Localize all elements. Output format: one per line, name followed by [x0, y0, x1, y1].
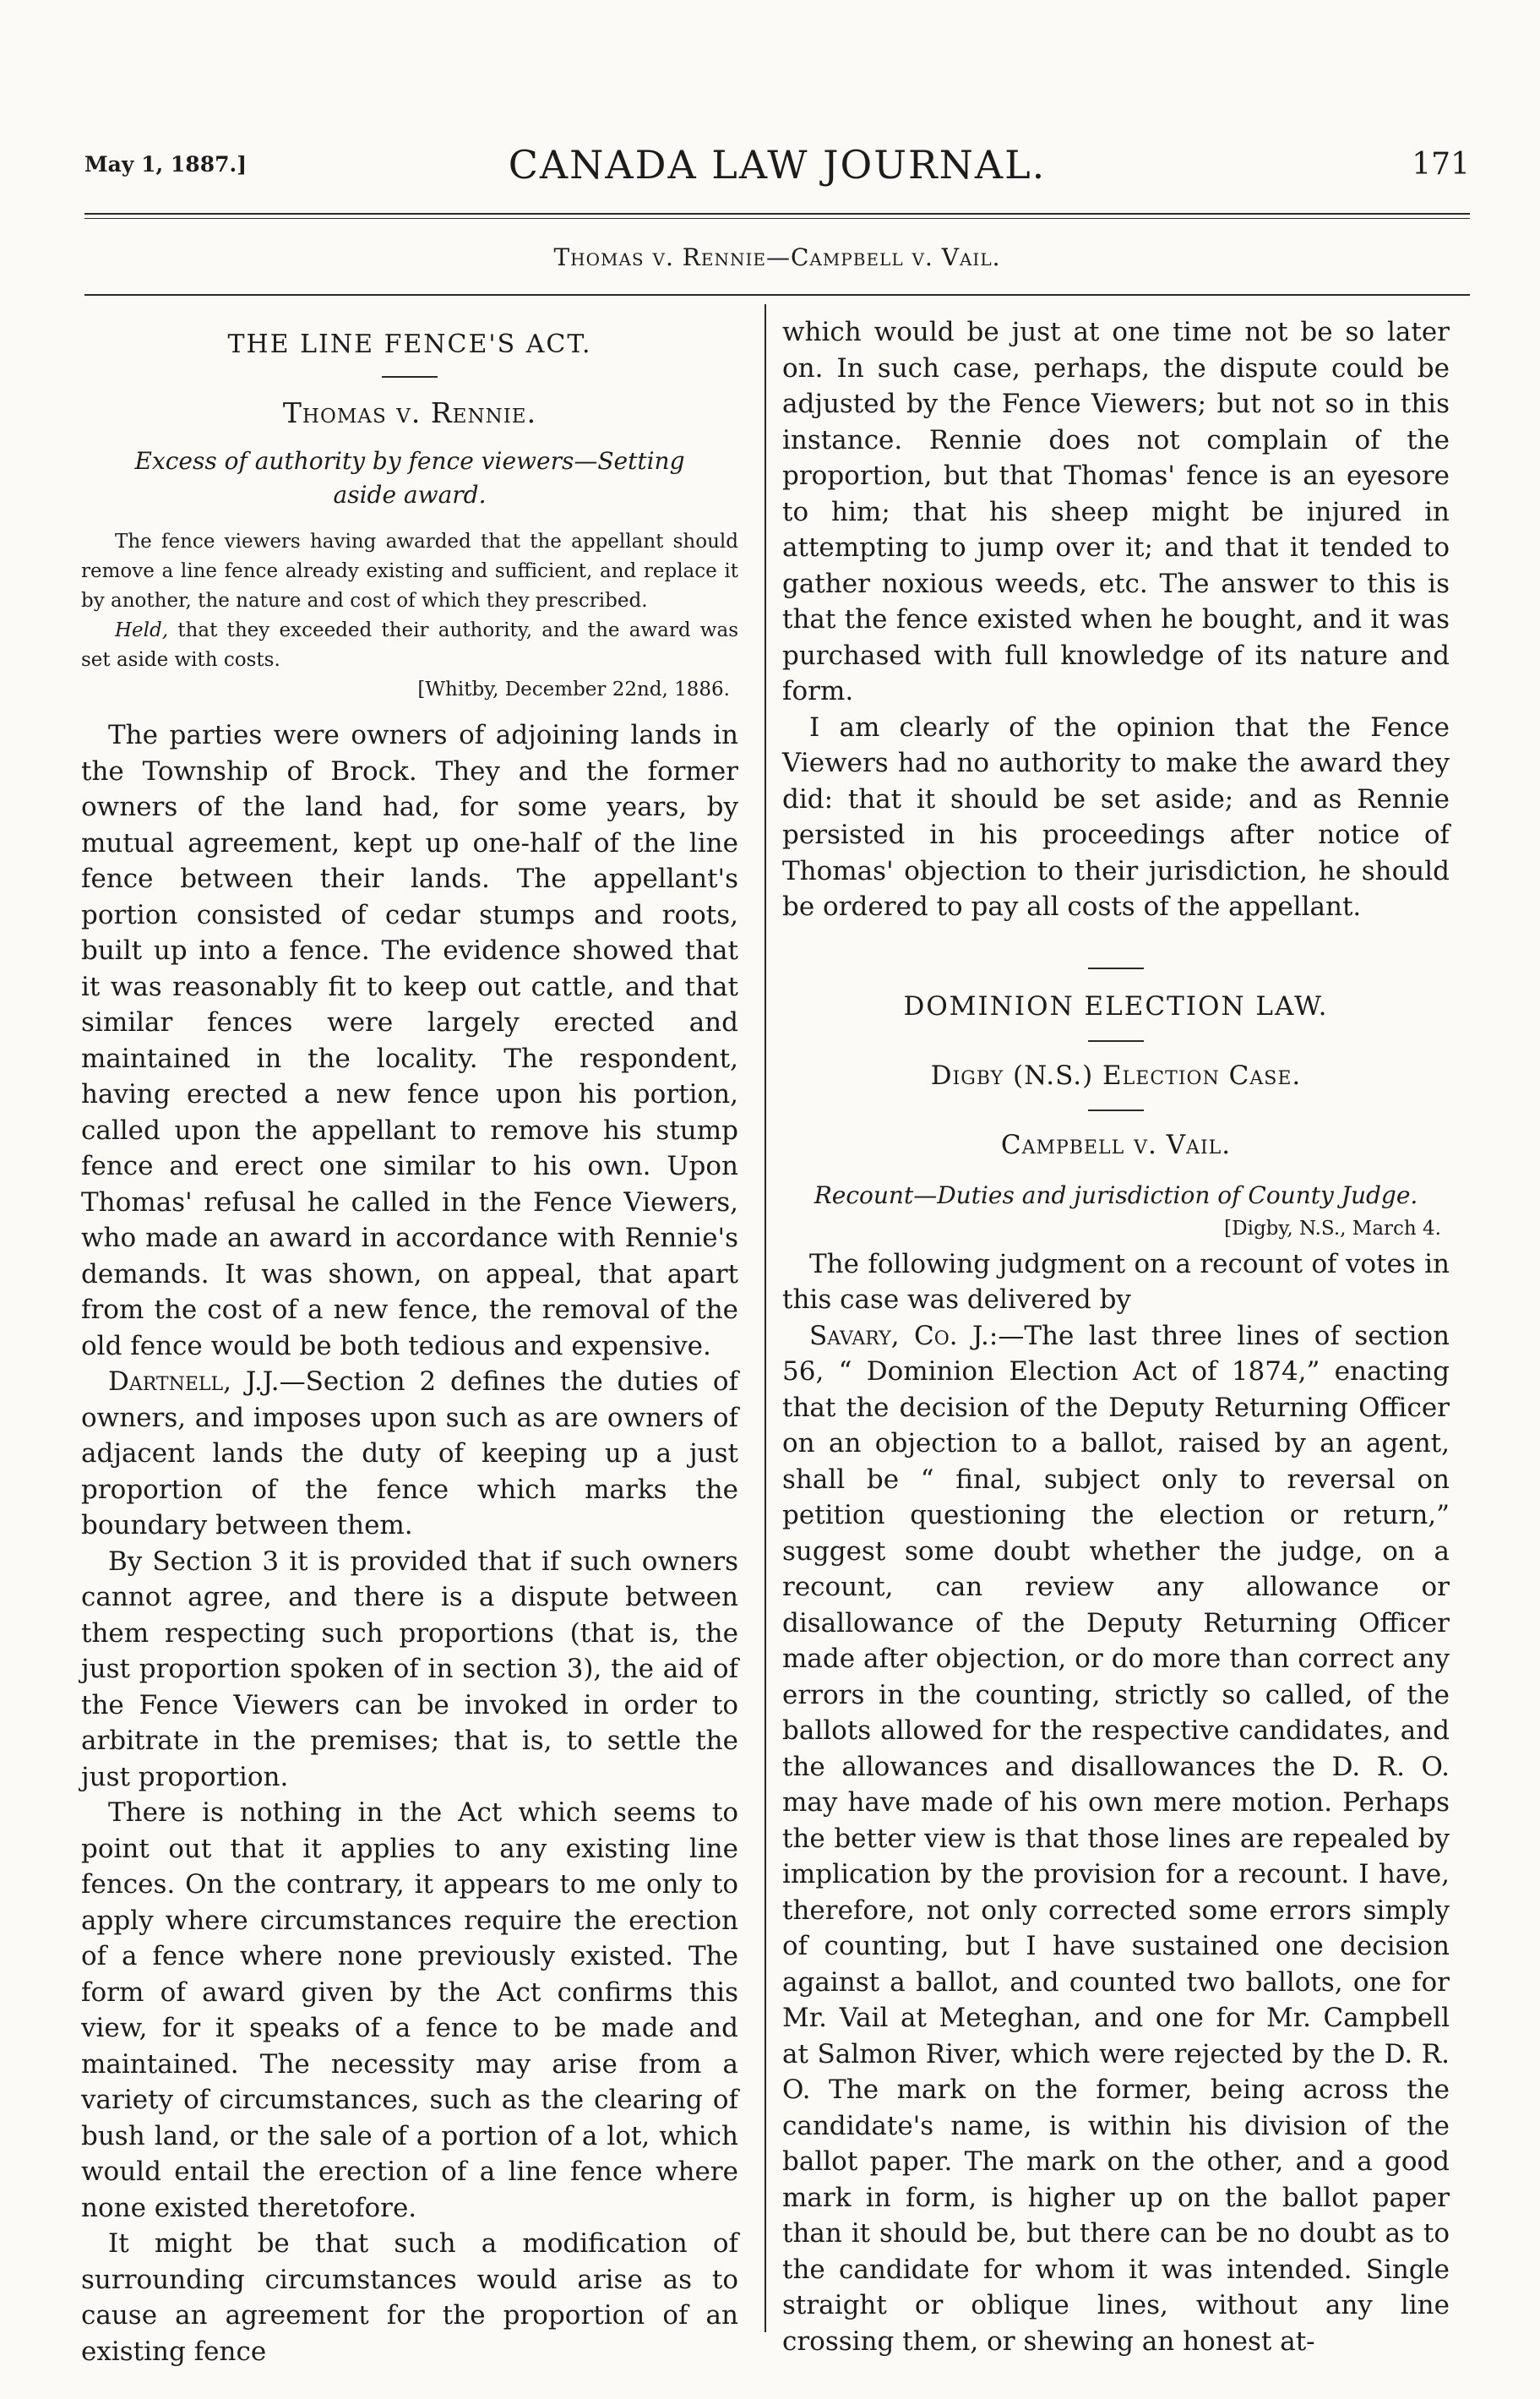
case-rule — [1088, 1110, 1144, 1111]
head-note-recount: Recount—Duties and jurisdiction of County Judge. — [814, 1180, 1418, 1209]
held-text: that they exceeded their authority, and the award was set aside with costs. — [81, 619, 738, 671]
paragraph-judgment-2: By Section 3 it is provided that if such owners cannot agree, and there is a dispute between them respecting such proportions (that is, the just proportion spoken of in section 3), the aid of the Fence Viewers can be invoked in order to arbitrate in the premises; that is, to settle the just proportion. — [81, 1546, 738, 1792]
running-head — [84, 142, 1470, 193]
page-number: 171 — [1412, 147, 1470, 182]
judge-name: Dartnell, J.J. — [108, 1366, 280, 1397]
paragraph-judgment-4: It might be that such a modification of surrounding circumstances would arise as to cause an agreement for the proportion of an existing fence — [81, 2228, 738, 2367]
court-date: [Whitby, December 22nd, 1886. — [417, 679, 730, 701]
issue-date: May 1, 1887.] — [84, 152, 248, 177]
election-case-title: Digby (N.S.) Election Case. — [930, 1060, 1302, 1091]
subsection-rule — [1088, 1040, 1144, 1042]
spacer — [782, 925, 1450, 968]
header-rule-thin — [84, 218, 1470, 219]
head-note: Excess of authority by fence viewers—Setting aside award. — [134, 447, 685, 509]
court-date-digby: [Digby, N.S., March 4. — [1224, 1217, 1441, 1240]
paragraph-intro: The following judgment on a recount of votes in this case was delivered by — [782, 1248, 1450, 1315]
paragraph-savary — [782, 1318, 1450, 2360]
judgment-text: —Section 2 defines the duties of owners, and imposes upon such as are owners of adjacent lands the duty of keeping up a just proportion of the fence which marks the boundary between them. — [81, 1366, 738, 1540]
journal-title: CANADA LAW JOURNAL. — [508, 142, 1047, 188]
case-heading: Thomas v. Rennie—Campbell v. Vail. — [553, 243, 1001, 271]
syllabus-held — [81, 616, 738, 675]
section-title-election-law: DOMINION ELECTION LAW. — [903, 990, 1329, 1022]
section-rule-right — [1088, 968, 1144, 969]
column-divider — [765, 304, 766, 2332]
savary-text: :—The last three lines of section 56, “ Dominion Election Act of 1874,” enacting that the decision of the Deputy Returning Officer on an objection to a ballot, raised by an agent, shall be “ final, subject only to reversal on petition questioning the election or return,” suggest some doubt whether the judge, on a recount, can review any allowance or disallowance of the Deputy Returning Officer made after objection, or do more than correct any errors in the counting, strictly so called, of the ballots allowed for the respective candidates, and the allowances and disallowances the D. R. O. may have made of his own mere motion. Perhaps the better view is that those lines are repealed by implication by the provision for a recount. I have, therefore, not only corrected some errors simply of counting, but I have sustained one decision against a ballot, and counted two ballots, one for Mr. Vail at Meteghan, and one for Mr. Campbell at Salmon River, which were rejected by the D. R. O. The mark on the former, being across the candidate's name, is within his division of the ballot paper. The mark on the other, and a good mark in form, is higher up on the ballot paper than it should be, but there can be no doubt as to the candidate for whom it was intended. Single straight or oblique lines, without any line crossing them, or shewing an honest at- — [782, 1320, 1450, 2357]
judge-name-savary: Savary, Co. J. — [809, 1320, 989, 1351]
syllabus-facts: The fence viewers having awarded that the appellant should remove a line fence already existing and sufficient, and replace it by another, the nature and cost of which they prescribed. — [81, 531, 738, 612]
right-column — [782, 314, 1450, 2359]
section-rule — [382, 376, 438, 378]
held-label: Held, — [115, 619, 169, 641]
left-column — [81, 314, 738, 2369]
case-heading-rule — [84, 294, 1470, 296]
paragraph-facts: The parties were owners of adjoining lands in the Township of Brock. They and the former owners of the land had, for some years, by mutual agreement, kept up one-half of the line fence between their lands. The appellant's portion consisted of cedar stumps and roots, built up into a fence. The evidence showed that it was reasonably fit to keep out cattle, and that similar fences were largely erected and maintained in the locality. The respondent, having erected a new fence upon his portion, called upon the appellant to remove his stump fence and erect one similar to his own. Upon Thomas' refusal he called in the Fence Viewers, who made an award in accordance with Rennie's demands. It was shown, on appeal, that apart from the cost of a new fence, the removal of the old fence would be both tedious and expensive. — [81, 720, 738, 1361]
paragraph-judgment-3: There is nothing in the Act which seems to point out that it applies to any existing line fences. On the contrary, it appears to me only to apply where circumstances require the erection of a fence where none previously existed. The form of award given by the Act confirms this view, for it speaks of a fence to be made and maintained. The necessity may arise from a variety of circumstances, such as the clearing of bush land, or the sale of a portion of a lot, which would entail the erection of a line fence where none existed theretofore. — [81, 1797, 738, 2223]
paragraph-conclusion: I am clearly of the opinion that the Fence Viewers had no authority to make the award they did: that it should be set aside; and as Rennie persisted in his proceedings after notice of Thomas' objection to their jurisdiction, he should be ordered to pay all costs of the appellant. — [782, 712, 1450, 922]
paragraph-continued: which would be just at one time not be so later on. In such case, perhaps, the dispute could be adjusted by the Fence Viewers; but not so in this instance. Rennie does not complain of the proportion, but that Thomas' fence is an eyesore to him; that his sheep might be injured in attempting to jump over it; and that it tended to gather noxious weeds, etc. The answer to this is that the fence existed when he bought, and it was purchased with full knowledge of its nature and form. — [782, 317, 1450, 706]
case-title-thomas-rennie: Thomas v. Rennie. — [282, 396, 537, 429]
paragraph-judgment-1 — [81, 1364, 738, 1544]
case-title-campbell-vail: Campbell v. Vail. — [1000, 1129, 1232, 1160]
section-title-line-fence: THE LINE FENCE'S ACT. — [227, 330, 592, 359]
header-rule — [84, 213, 1470, 215]
